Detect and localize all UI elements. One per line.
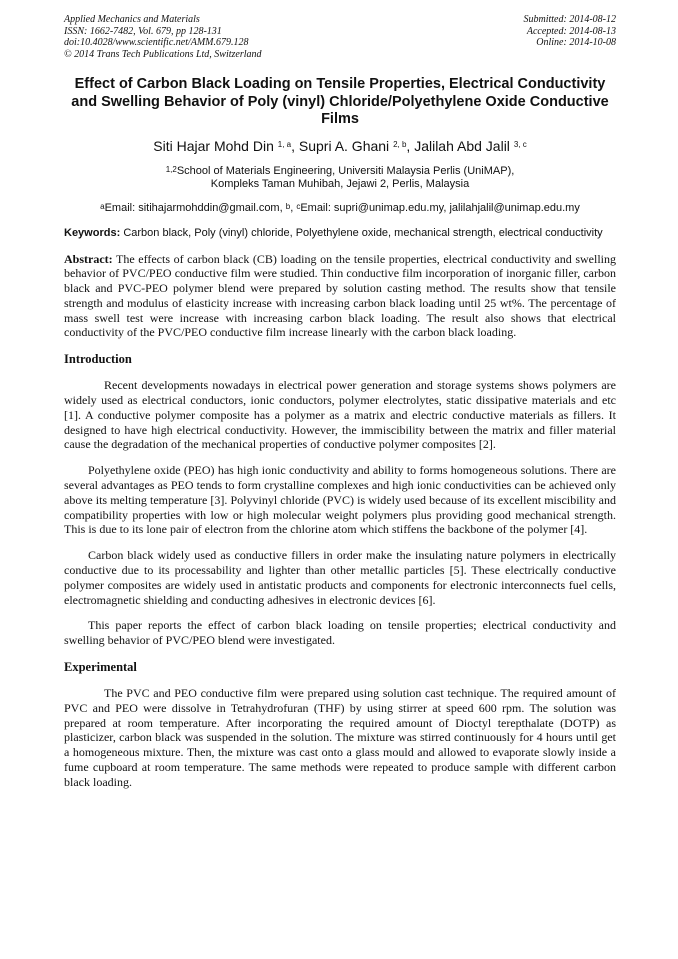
author-list: Siti Hajar Mohd Din $^{1, a}$, Supri A. Ghani $^{2, b}$, Jalilah Abd Jalil $^{3, c}$ [153,137,527,154]
submission-dates [524,14,617,60]
abstract [64,252,616,341]
abstract-text: The effects of carbon black (CB) loading on the tensile properties, electrical conductivity and swelling behavior of PVC/PEO conductive film were studied. Thin conductive film incorporation of inorganic filler, carbon black and PVC-PEO polymer blend were prepared by solution casting method. The results show that tensile strength and modulus of elasticity increase with increasing carbon black loading until 25 wt%. The percentage of mass swell test were increase with increasing carbon black loading. The result also shows that electrical conductivity of the PVC/PEO conductive film increase linearly with the carbon black loading. [64,251,616,340]
affiliation [64,165,616,192]
keywords-label: Keywords: [64,227,121,239]
section-heading-introduction: Introduction [64,352,132,367]
section-heading-experimental: Experimental [64,660,137,675]
author-name: Jalilah Abd Jalil [414,137,510,154]
affiliation-line-2: Kompleks Taman Muhibah, Jejawi 2, Perlis, Malaysia [210,178,470,190]
affiliation-superscript: 1,2 [165,164,177,174]
affiliation-line-1: School of Materials Engineering, Universiti Malaysia Perlis (UniMAP), [176,164,515,177]
author-superscript: 3, c [513,139,527,149]
journal-doi: doi:10.4028/www.scientific.net/AMM.679.128 [64,37,249,48]
abstract-label: Abstract: [64,251,113,266]
author-name: Supri A. Ghani [298,137,390,154]
journal-info [64,14,262,60]
journal-copyright: © 2014 Trans Tech Publications Ltd, Switzerland [64,48,262,60]
paper-title: Effect of Carbon Black Loading on Tensile Properties, Electrical Conductivity and Swelling Behavior of Poly (vinyl) Chloride/Polyethylene Oxide Conductive Films [71,76,609,127]
intro-paragraph: Polyethylene oxide (PEO) has high ionic conductivity and ability to forms homogeneous solutions. There are several advantages as PEO tends to form crystalline complexes and high ionic conductivities can be achieved only above its melting temperature [3]. Polyvinyl chloride (PVC) is widely used because of its excellent miscibility and compatibility properties with low or high molecular weight polymers plus providing good mechanical strength. This is due to its lone pair of electron from the chlorine atom which stiffens the backbone of the polymer [4]. [64,463,616,537]
author-name: Siti Hajar Mohd Din [153,137,274,154]
experimental-paragraph: The PVC and PEO conductive film were prepared using solution cast technique. The required amount of PVC and PEO were dissolve in Tetrahydrofuran (THF) by using stirrer at speed 600 rpm. The solution was prepared at room temperature. After incorporating the required amount of Dioctyl terepthalate (DOTP) as plasticizer, carbon black was suspended in the solution. The mixture was stirred continuously for 4 hours until get a homogeneous mixture. Then, the mixture was cast onto a glass mould and allowed to evaporate slowly inside a fume cupboard at room temperature. The same methods were repeated to produce sample with different carbon black loading. [64,686,616,789]
accepted-date: Accepted: 2014-08-13 [526,25,616,37]
intro-paragraph: This paper reports the effect of carbon black loading on tensile properties; electrical conductivity and swelling behavior of PVC/PEO blend were investigated. [64,618,616,648]
keywords-text: Carbon black, Poly (vinyl) chloride, Polyethylene oxide, mechanical strength, electrical conductivity [123,227,603,239]
intro-paragraph: Carbon black widely used as conductive fillers in order make the insulating nature polymers in electrically conductive due to its processability and lighter than other metallic particles [5]. These electrically conductive polymer composites are widely used in antistatic products and components for electronic interconnects fuel cells, electromagnetic shielding and conducting adhesives in electronic devices [6]. [64,548,616,607]
journal-name: Applied Mechanics and Materials [64,14,200,25]
author-superscript: 1, a [277,139,292,149]
intro-paragraph: Recent developments nowadays in electrical power generation and storage systems shows polymers are widely used as electrical conductors, ionic conductors, polymer electrolytes, static dissipative materials and etc [1]. A conductive polymer composite has a polymer as a matrix and electric conductive materials as fillers. It designed to have high electrical conductivity. However, the immiscibility between the matrix and filler material cause the degradation of the mechanical properties of conductive polymer composites [2]. [64,378,616,452]
author-superscript: 2, b [393,139,407,149]
author-emails: $^a$Email: sitihajarmohddin@gmail.com, $^b$, $^c$Email: supri@unimap.edu.my, jalilahjalil@unimap.edu.my [100,201,580,214]
email-bc: Email: supri@unimap.edu.my, jalilahjalil@unimap.edu.my [300,201,580,214]
email-a: Email: sitihajarmohddin@gmail.com [104,201,280,214]
keywords [64,227,616,241]
paper-page [64,14,616,801]
journal-header [64,14,616,60]
submitted-date: Submitted: 2014-08-12 [523,14,616,25]
online-date: Online: 2014-10-08 [536,37,616,48]
journal-issn: ISSN: 1662-7482, Vol. 679, pp 128-131 [64,25,222,37]
